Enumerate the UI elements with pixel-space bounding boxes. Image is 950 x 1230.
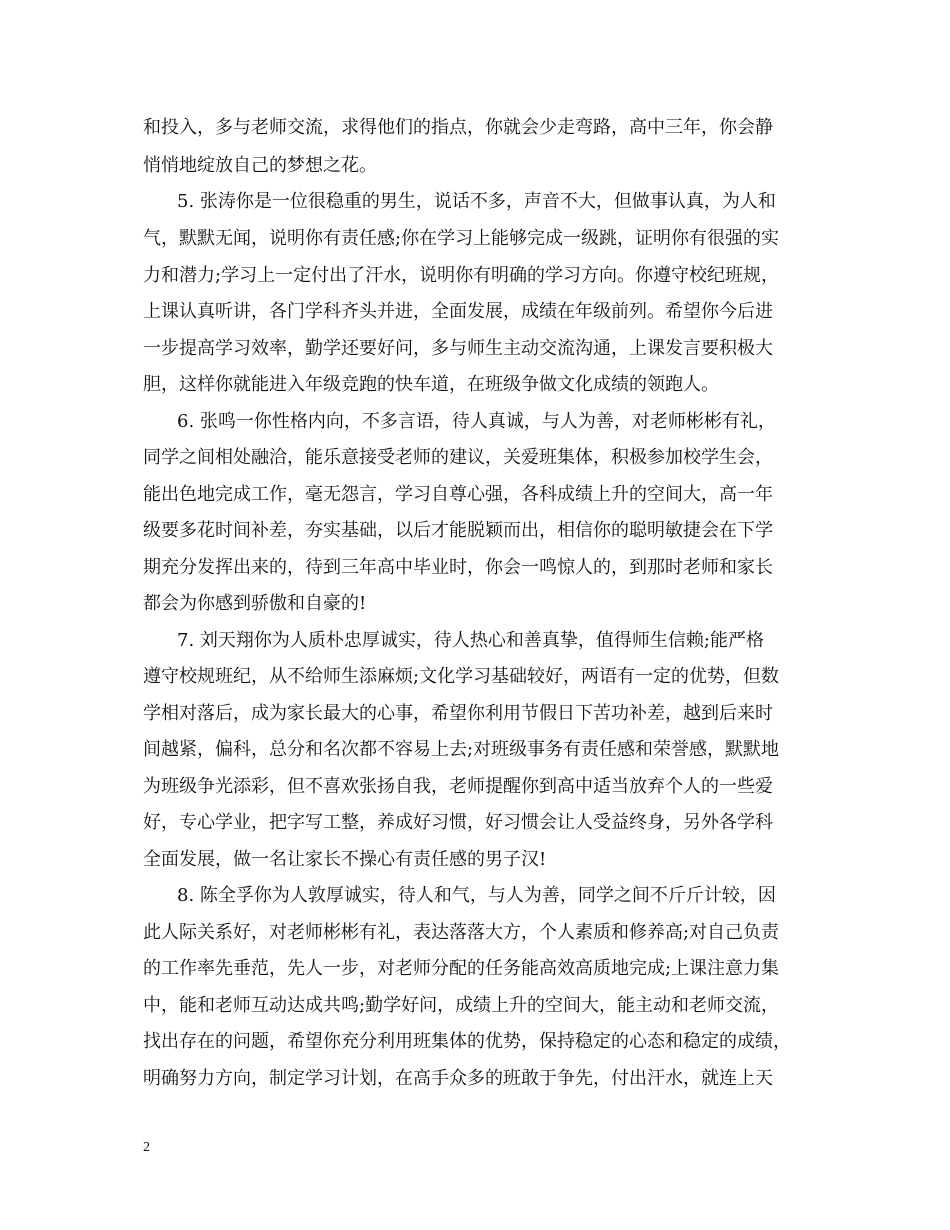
- text-line: 能出色地完成工作，毫无怨言，学习自尊心强，各科成绩上升的空间大，高一年: [143, 484, 773, 505]
- text-line: 5. 张涛你是一位很稳重的男生，说话不多，声音不大，但做事认真，为人和: [177, 191, 776, 212]
- text-line: 级要多花时间补差，夯实基础，以后才能脱颖而出，相信你的聪明敏捷会在下学: [143, 520, 773, 541]
- page-number: 2: [143, 1140, 150, 1155]
- text-line: 一步提高学习效率，勤学还要好问，多与师生主动交流沟通，上课发言要积极大: [143, 338, 773, 359]
- text-line: 明确努力方向，制定学习计划，在高手众多的班敢于争先，付出汗水，就连上天: [143, 1068, 773, 1089]
- text-line: 8. 陈全孚你为人敦厚诚实，待人和气，与人为善，同学之间不斤斤计较，因: [177, 885, 776, 906]
- text-line: 同学之间相处融洽，能乐意接受老师的建议，关爱班集体，积极参加校学生会，: [143, 447, 773, 468]
- text-line: 找出存在的问题，希望你充分利用班集体的优势，保持稳定的心态和稳定的成绩，: [143, 1031, 791, 1052]
- text-line: 都会为你感到骄傲和自豪的!: [143, 593, 367, 614]
- text-line: 好，专心学业，把字写工整，养成好习惯，好习惯会让人受益终身，另外各学科: [143, 812, 773, 833]
- text-line: 悄悄地绽放自己的梦想之花。: [143, 155, 377, 176]
- text-line: 力和潜力;学习上一定付出了汗水，说明你有明确的学习方向。你遵守校纪班规，: [143, 265, 780, 286]
- text-line: 胆，这样你就能进入年级竞跑的快车道，在班级争做文化成绩的领跑人。: [143, 374, 719, 395]
- text-line: 为班级争光添彩，但不喜欢张扬自我，老师提醒你到高中适当放弃个人的一些爱: [143, 776, 773, 797]
- text-line: 全面发展，做一名让家长不操心有责任感的男子汉!: [143, 849, 547, 870]
- text-line: 7. 刘天翔你为人质朴忠厚诚实，待人热心和善真挚，值得师生信赖;能严格: [177, 630, 764, 651]
- text-line: 此人际关系好，对老师彬彬有礼，表达落落大方，个人素质和修养高;对自己负责: [143, 922, 780, 943]
- text-line: 学相对落后，成为家长最大的心事，希望你利用节假日下苦功补差，越到后来时: [143, 703, 773, 724]
- text-line: 的工作率先垂范，先人一步，对老师分配的任务能高效高质地完成;上课注意力集: [143, 958, 780, 979]
- text-line: 期充分发挥出来的，待到三年高中毕业时，你会一鸣惊人的，到那时老师和家长: [143, 557, 773, 578]
- text-line: 和投入，多与老师交流，求得他们的指点，你就会少走弯路，高中三年，你会静: [143, 117, 773, 138]
- text-line: 中，能和老师互动达成共鸣;勤学好问，成绩上升的空间大，能主动和老师交流，: [143, 995, 780, 1016]
- text-line: 遵守校规班纪，从不给师生添麻烦;文化学习基础较好，两语有一定的优势，但数: [143, 666, 780, 687]
- text-line: 气，默默无闻，说明你有责任感;你在学习上能够完成一级跳，证明你有很强的实: [143, 228, 780, 249]
- text-line: 间越紧，偏科，总分和名次都不容易上去;对班级事务有责任感和荣誉感，默默地: [143, 739, 780, 760]
- text-line: 6. 张鸣一你性格内向，不多言语，待人真诚，与人为善，对老师彬彬有礼，: [177, 411, 776, 432]
- text-line: 上课认真听讲，各门学科齐头并进，全面发展，成绩在年级前列。希望你今后进: [143, 301, 773, 322]
